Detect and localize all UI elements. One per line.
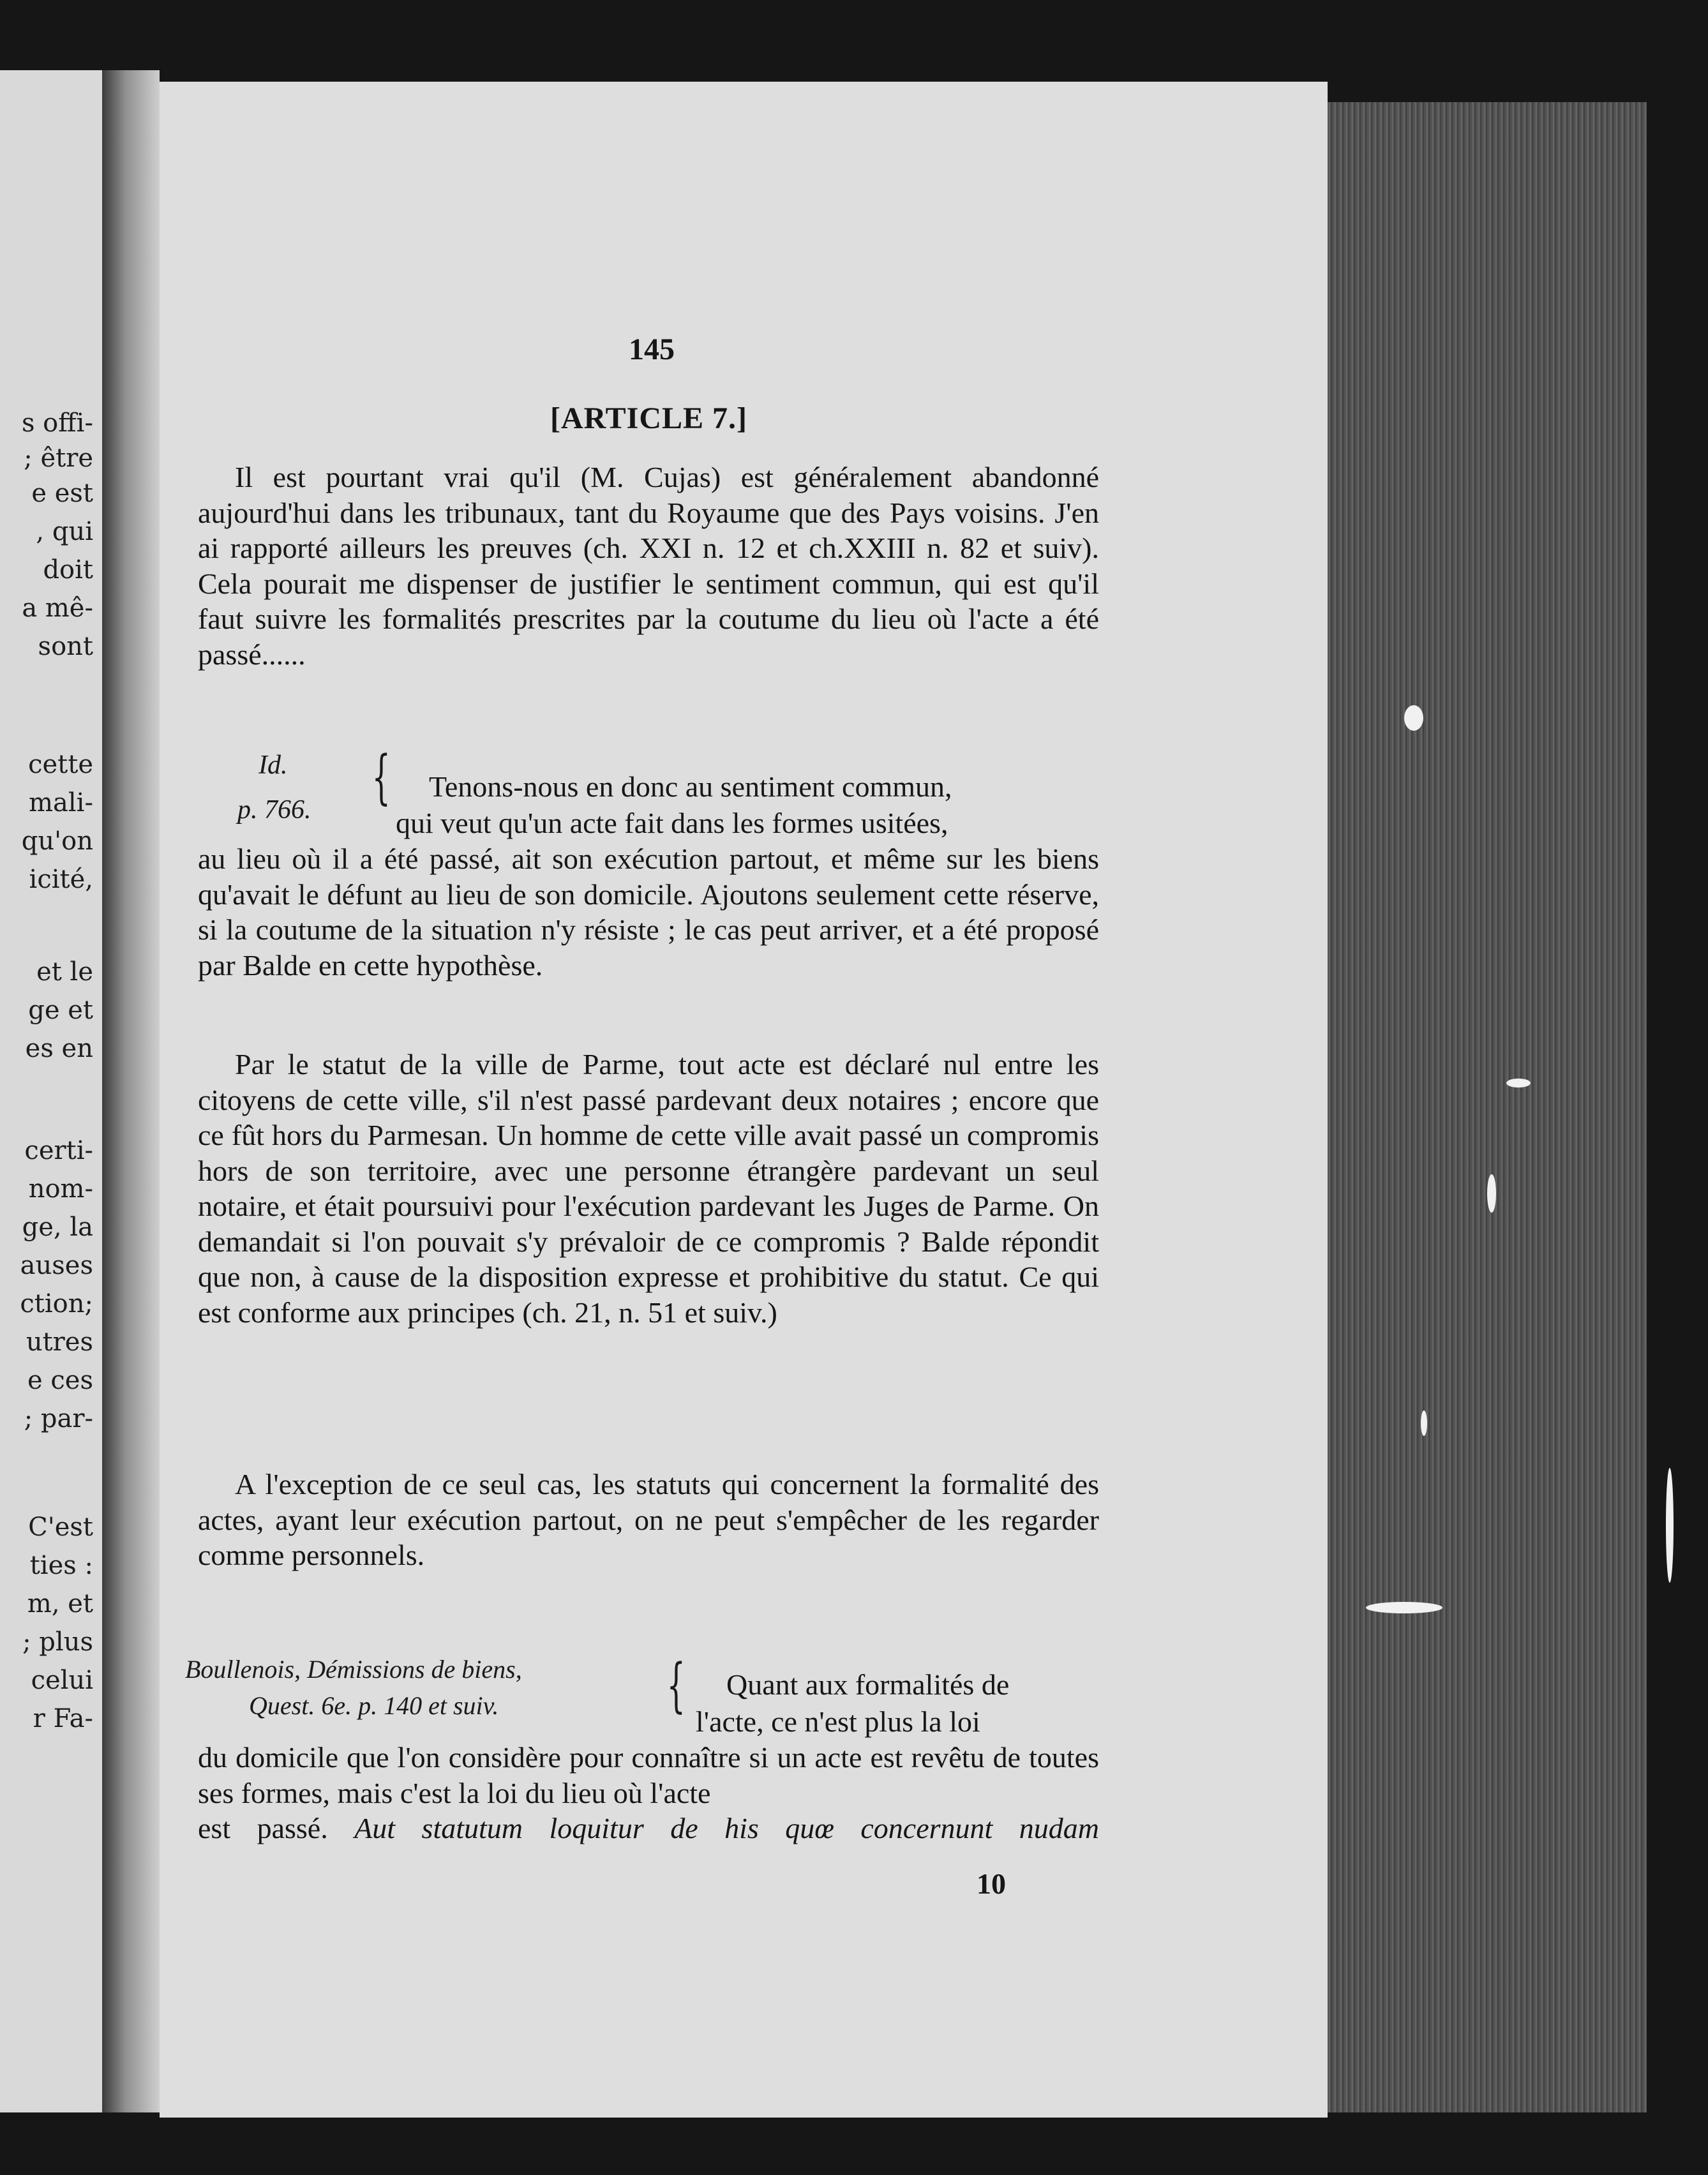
paragraph-1-text: Il est pourtant vrai qu'il (M. Cujas) est généralement abandonné aujourd'hui dans les tribunaux, tant du Royaume que des Pays voisins. J'en ai rapporté ailleurs les preuves (ch. XXI n. 12 et ch.XXIII n. 82 et suiv). Cela pourait me dispenser de justifier le sentiment commun, qui est qu'il faut suivre les formalités prescrites par la coutume du lieu où l'acte a été passé...... <box>198 461 1099 671</box>
paragraph-5-line-2: l'acte, ce n'est plus la loi <box>696 1705 980 1738</box>
left-page-line: es en <box>25 1034 93 1063</box>
left-page-line: s offi- <box>21 408 93 438</box>
paragraph-3-text: Par le statut de la ville de Parme, tout acte est déclaré nul entre les citoyens de cette ville, s'il n'est passé pardevant deux notaires ; encore que ce fût hors du Parmesan. Un homme de cette ville avait passé un compromis hors de son territoire, avec une personne étrangère pardevant un seul notaire, et était poursuivi pour l'exécution pardevant les Juges de Parme. On demandait si l'on pouvait s'y prévaloir de ce compromis ? Balde répondit que non, à cause de la disposition expresse et prohibitive du statut. Ce qui est conforme aux principes (ch. 21, n. 51 et suiv.) <box>198 1048 1099 1329</box>
left-page-line: , qui <box>36 517 93 546</box>
margin-reference-2-line-2: Quest. 6e. p. 140 et suiv. <box>249 1691 499 1720</box>
paragraph-3 <box>198 1047 1099 1330</box>
brace-1: { <box>371 743 391 811</box>
paragraph-4-text: A l'exception de ce seul cas, les statuts qui concernent la formalité des actes, ayant leur exécution partout, on ne peut s'empêcher de les regarder comme personnels. <box>198 1468 1099 1571</box>
left-page-line: qu'on <box>21 826 93 856</box>
left-page-line: mali- <box>29 788 93 818</box>
left-page-line: nom- <box>28 1174 93 1204</box>
left-page-line: C'est <box>28 1513 93 1542</box>
left-page-line: ge et <box>28 996 93 1025</box>
paragraph-5-line-1: Quant aux formalités de <box>726 1668 1010 1701</box>
left-page-line: ties : <box>29 1551 93 1580</box>
left-page-line: utres <box>26 1327 93 1357</box>
left-page-line: auses <box>20 1251 93 1280</box>
paragraph-5-last-italic: Aut statutum loquitur de his quœ concernunt nudam <box>354 1812 1100 1844</box>
paragraph-2-line-1: Tenons-nous en donc au sentiment commun, <box>429 770 952 803</box>
paragraph-4 <box>198 1467 1099 1573</box>
left-page-line: e ces <box>27 1366 93 1395</box>
left-page-line: ction; <box>20 1289 93 1319</box>
paragraph-5 <box>198 1740 1099 1846</box>
brace-2: { <box>666 1651 685 1719</box>
book-gutter <box>102 70 160 2112</box>
left-page-line: r Fa- <box>33 1704 93 1733</box>
left-page-line: ; être <box>24 444 93 473</box>
left-page-line: certi- <box>24 1136 93 1165</box>
left-page-line: doit <box>43 555 93 585</box>
left-page-line: et le <box>36 957 93 987</box>
paragraph-2 <box>198 841 1099 983</box>
paragraph-5-last-line <box>198 1811 1099 1846</box>
paragraph-5-text: du domicile que l'on considère pour connaître si un acte est revêtu de toutes ses formes, mais c'est la loi du lieu où l'acte <box>198 1741 1099 1809</box>
margin-reference-1-line-1: Id. <box>258 751 288 780</box>
article-heading: [ARTICLE 7.] <box>550 401 747 435</box>
margin-reference-2-line-1: Boullenois, Démissions de biens, <box>185 1655 522 1684</box>
left-page-line: celui <box>31 1666 93 1695</box>
left-page-line: m, et <box>27 1589 93 1618</box>
paragraph-5-last-plain: est passé. <box>198 1812 328 1844</box>
paragraph-2-text: au lieu où il a été passé, ait son exécution partout, et même sur les biens qu'avait le défunt au lieu de son domicile. Ajoutons seulement cette réserve, si la coutume de la situation n'y résiste ; le cas peut arriver, et a été proposé par Balde en cette hypothèse. <box>198 842 1099 982</box>
paragraph-2-line-2: qui veut qu'un acte fait dans les formes usitées, <box>396 807 948 839</box>
left-page-line: ge, la <box>22 1213 93 1242</box>
signature-mark: 10 <box>977 1867 1006 1900</box>
left-page-line: e est <box>31 479 93 508</box>
left-page-line: ; par- <box>24 1404 93 1433</box>
left-page-line: a mê- <box>22 594 93 623</box>
left-page-line: sont <box>38 632 93 661</box>
left-page-line: cette <box>28 750 93 779</box>
page-number: 145 <box>629 333 675 366</box>
left-page-line: ; plus <box>22 1627 93 1657</box>
left-page-fragment <box>0 70 102 2112</box>
left-page-line: icité, <box>29 865 93 894</box>
margin-reference-1-line-2: p. 766. <box>237 795 311 825</box>
page-block-edge <box>1328 102 1647 2112</box>
paragraph-1 <box>198 460 1099 672</box>
